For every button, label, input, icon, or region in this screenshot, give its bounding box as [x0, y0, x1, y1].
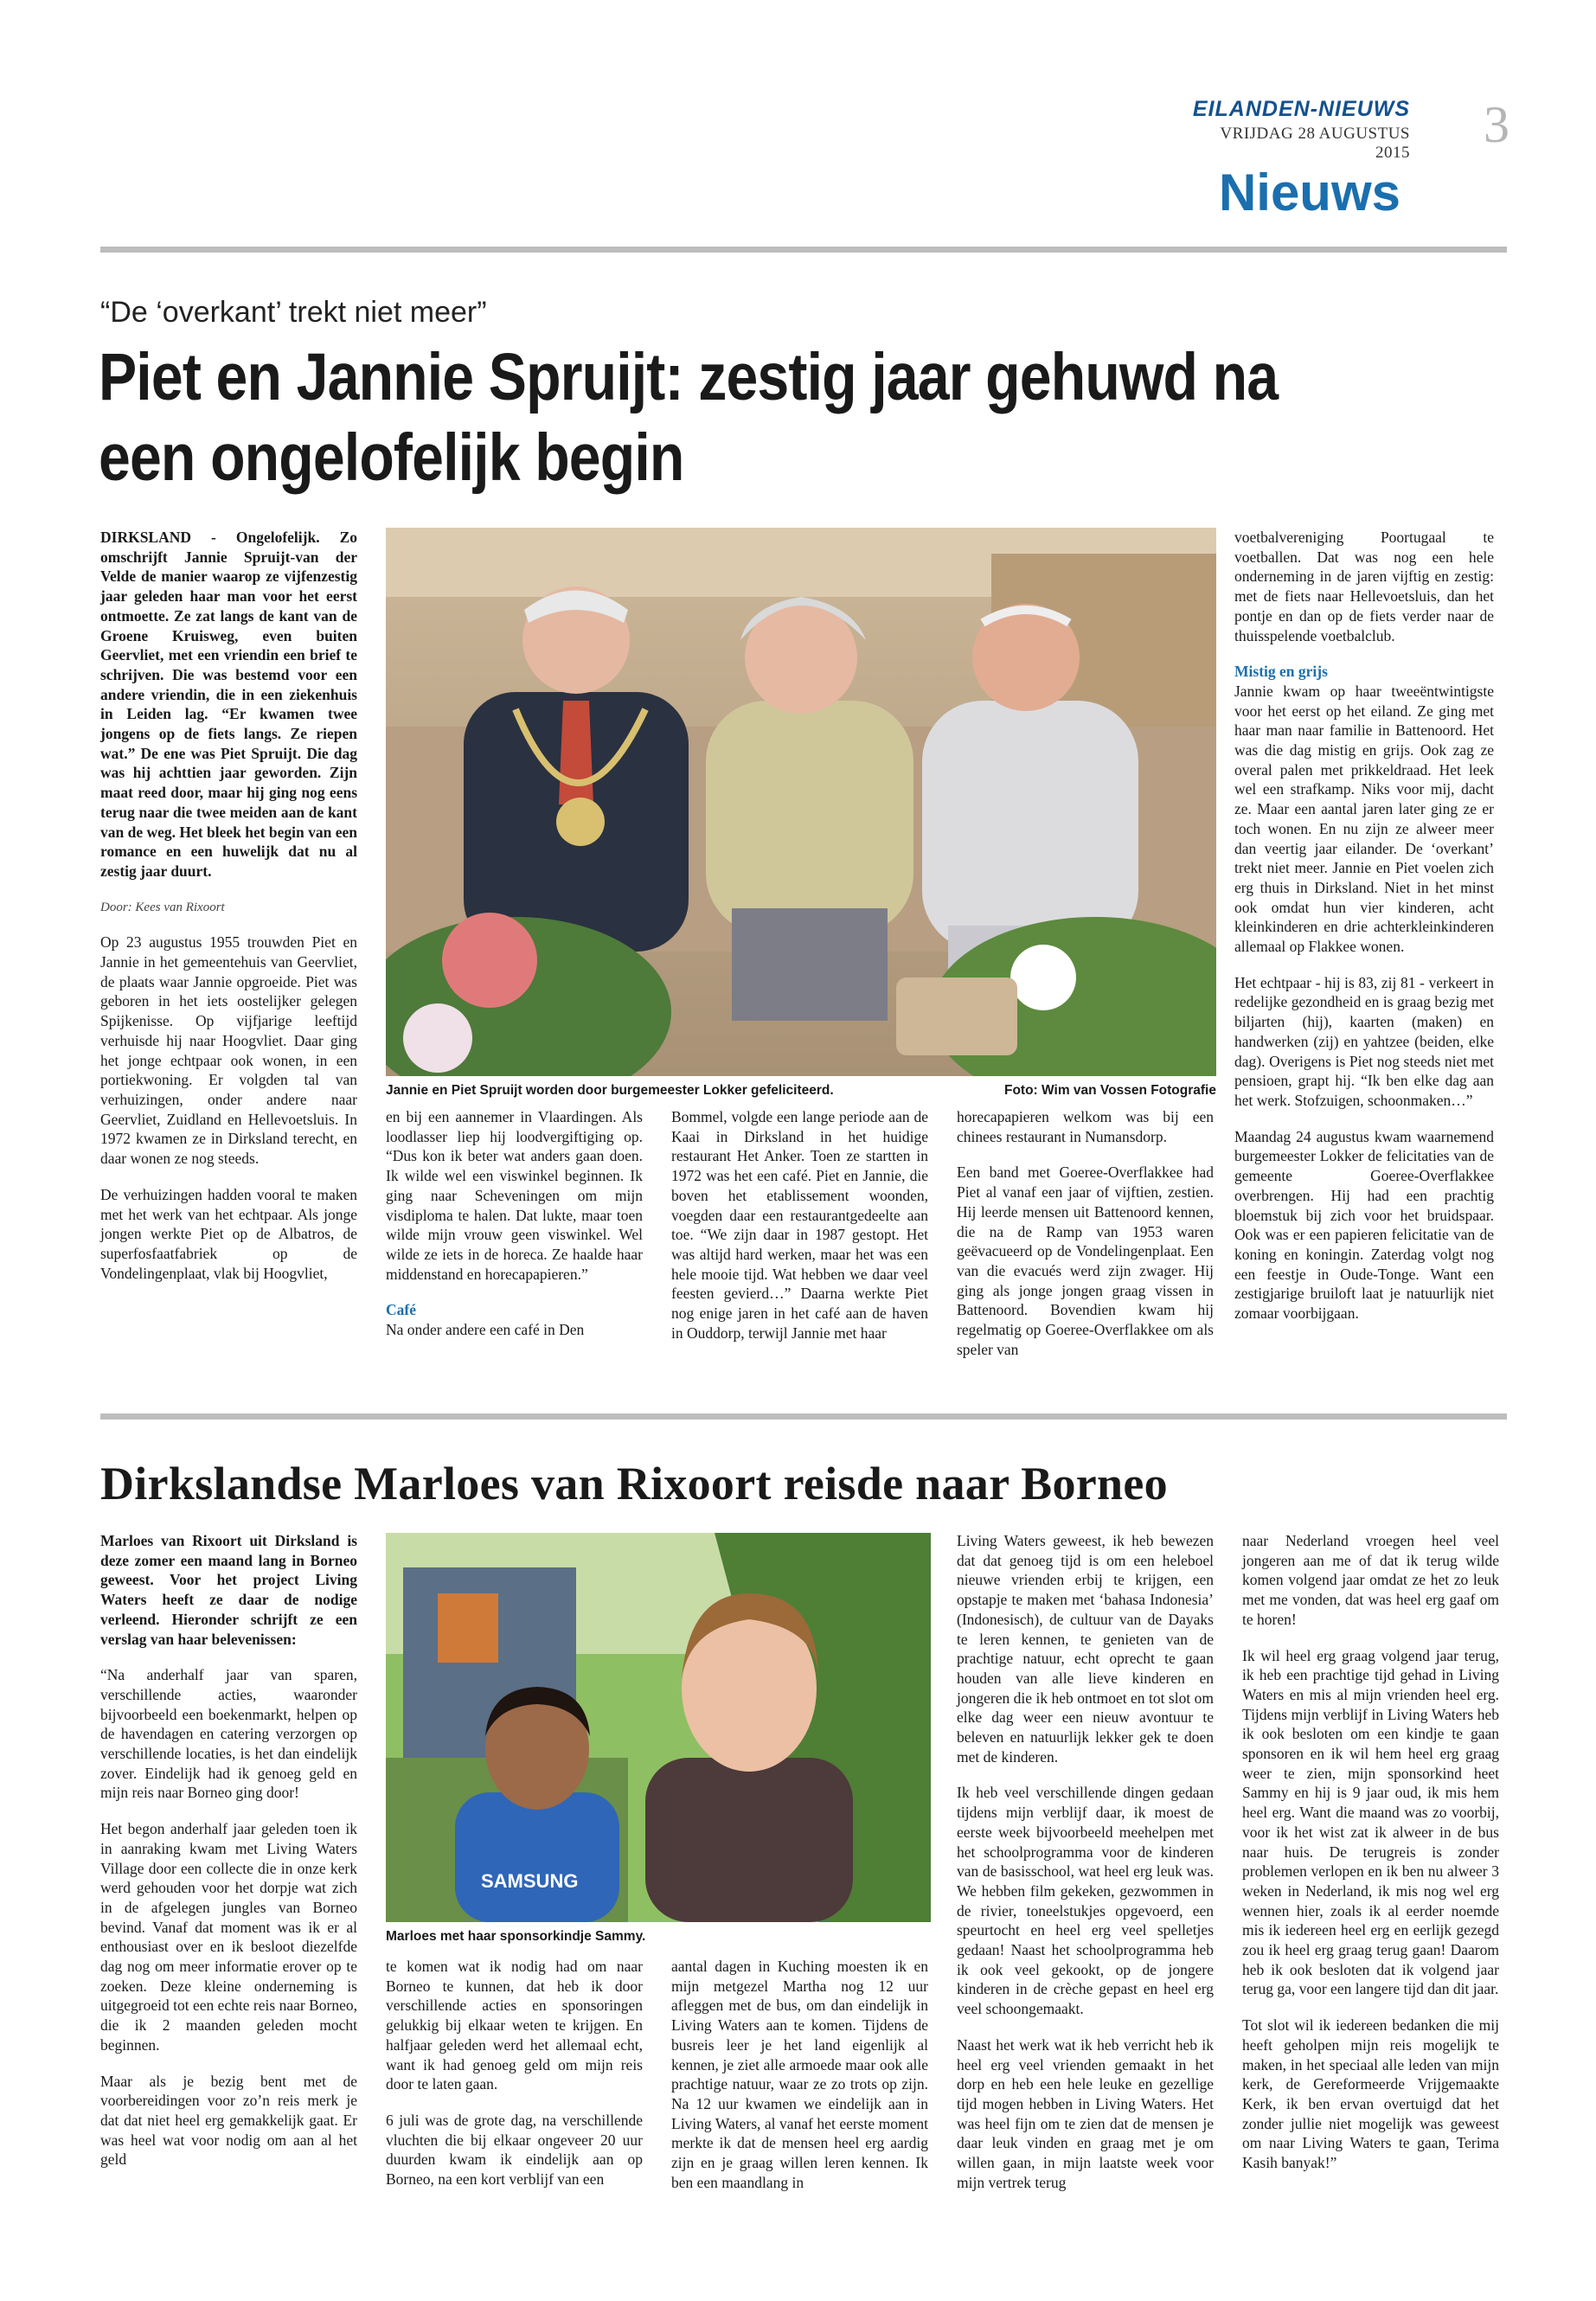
article2-photo	[386, 1533, 931, 1922]
article2-column-1	[100, 1531, 357, 2186]
article2-paragraph: Living Waters geweest, ik heb bewezen dat dat genoeg tijd is om een heleboel nieuwe vrienden erbij te krijgen, een opstapje te maken met ‘bahasa Indonesia’ (Indonesisch), de cultuur van de Dayaks te leren kennen, te genieten van de prachtige natuur, echt oprecht te gaan houden van alle lieve kinderen en jongeren die ik heb ontmoet en tot slot om elke dag weer een nieuw avontuur te beleven en natuurlijk lekker gek te doen met de kinderen.	[957, 1532, 1214, 1766]
article1-lead: DIRKSLAND - Ongelofelijk. Zo omschrijft Jannie Spruijt-van der Velde de manier waarop ze vijfenzestig jaar geleden haar man voor het eerst ontmoette. Ze zat langs de kant van de Groene Kruisweg, even buiten Geervliet, met een vriendin een brief te schrijven. Die was bestemd voor een andere vriendin, die in een ziekenhuis in Leiden lag. “Er kwamen twee jongens op de fiets langs. Ze riepen wat.” De ene was Piet Spruijt. Die dag was hij achttien jaar geworden. Zijn maat reed door, maar hij ging nog eens terug naar die twee meiden aan de kant van de weg. Het bleek het begin van een romance en een huwelijk dat nu al zestig jaar duurt.	[100, 529, 358, 880]
section-title: Nieuws	[1218, 163, 1401, 221]
newspaper-logo: EILANDEN-NIEUWS	[1192, 97, 1410, 121]
article2-paragraph: Maar als je bezig bent met de voorbereidingen voor zo’n reis merk je dat dat niet heel erg gemakkelijk gaat. Er was heel wat voor nodig om aan al het geld	[100, 2072, 357, 2169]
article1-subheading-cafe: Café	[386, 1301, 416, 1319]
couple-with-mayor-photo	[386, 528, 1216, 1076]
article1-headline-line1: Piet en Jannie Spruijt: zestig jaar gehuwd na	[99, 340, 1279, 414]
article1-headline-line2: een ongelofelijk begin	[99, 420, 684, 495]
article1-kicker: “De ‘overkant’ trekt niet meer”	[100, 296, 487, 329]
article2-paragraph: Naast het werk wat ik heb verricht heb ik heel erg veel vrienden gemaakt in het dorp en heb een hele leuke en gezellige tijd mogen hebben in Living Waters. Het was heel fijn om te zien dat de mensen je daar leuk vinden en graag met je om willen gaan, in mijn laatste week voor mijn vertrek terug	[957, 2035, 1214, 2191]
article1-paragraph: en bij een aannemer in Vlaardingen. Als loodlasser liep hij loodvergiftiging op. “Dus kon ik beter wat anders gaan doen. Ik wilde wel een viswinkel beginnen. Ik ging naar Scheveningen om mijn visdiploma te halen. Dat lukte, maar toen wilde mijn vrouw geen viswinkel. Wel wilde ze iets in de horeca. Ze haalde haar middenstand en horecapapieren.”	[386, 1108, 643, 1283]
article1-photo	[386, 528, 1216, 1076]
masthead	[1185, 97, 1410, 163]
article1-paragraph: Na onder andere een café in Den	[386, 1321, 585, 1339]
article1-paragraph: horecapapieren welkom was bij een chinees restaurant in Numansdorp.	[957, 1108, 1214, 1145]
article2-paragraph: te komen wat ik nodig had om naar Borneo te kunnen, dat heb ik door verschillende acties en sponsoringen gelukkig bij elkaar weten te krijgen. En halfjaar geleden werd het allemaal echt, want ik had genoeg geld om mijn reis door te laten gaan.	[386, 1958, 643, 2093]
article2-column-4	[957, 1531, 1214, 2209]
article-divider	[100, 1413, 1507, 1420]
article2-paragraph: 6 juli was de grote dag, na verschillende vluchten die bij elkaar ongeveer 20 uur duurden kwam ik eindelijk aan op Borneo, na een kort verblijf van een	[386, 2111, 643, 2189]
article2-column-2	[386, 1957, 643, 2206]
article1-column-4	[957, 1107, 1214, 1375]
article2-photo-caption: Marloes met haar sponsorkindje Sammy.	[386, 1929, 646, 1944]
article2-headline: Dirkslandse Marloes van Rixoort reisde naar Borneo	[100, 1458, 1168, 1509]
article1-column-5	[1234, 528, 1494, 1340]
article2-paragraph: Het begon anderhalf jaar geleden toen ik in aanraking kwam met Living Waters Village door een collecte die in onze kerk werd gehouden voor het dorpje wat zich in de afgelegen jungles van Borneo bevind. Vanaf dat moment was ik er al enthousiast over en ik besloot diezelfde dag nog om meer informatie erover op te zoeken. Deze kleine onderneming is uitgegroeid tot een echte reis naar Borneo, die ik 2 maanden geleden mocht beginnen.	[100, 1820, 357, 2054]
article2-paragraph: Ik heb veel verschillende dingen gedaan tijdens mijn verblijf daar, ik moest de eerste week bijvoorbeeld meehelpen met het schoolprogramma voor de kinderen van de basisschool, wat heel erg leuk was. We hebben film gekeken, gezwommen in de rivier, toneelstukjes opgevoerd, een speurtocht en heel erg veel spelletjes gedaan! Naast het schoolprogramma heb ik ook veel gekookt, op de jongere kinderen in de crèche gepast en heel erg veel schoongemaakt.	[957, 1784, 1214, 2018]
article1-paragraph: Jannie kwam op haar tweeëntwintigste voor het eerst op het eiland. Ze ging met haar man naar familie in Battenoord. Het was die dag mistig en grijs. Ook zag ze overal palen met prikkeldraad. Het leek wel een strafkamp. Niks voor mij, dacht ze. Maar een aantal jaren later ging ze er toch wonen. En nu zijn ze alweer meer dan veertig jaar eilander. De ‘overkant’ trekt niet meer. Jannie en Piet voelen zich erg thuis in Dirksland. Niet in het minst ook omdat hun vier kinderen, acht kleinkinderen en drie achterkleinkinderen allemaal op Flakkee wonen.	[1234, 682, 1494, 956]
article1-paragraph: Maandag 24 augustus kwam waarnemend burgemeester Lokker de felicitaties van de gemeente Goeree-Overflakkee overbrengen. Hij had een prachtig bloemstuk bij zich voor het bruidspaar. Ook was er een papieren felicitatie van de koning en koningin. Zaterdag volgt nog een feestje in Oude-Tonge. Want een zestigjarige bruiloft laat je natuurlijk niet zomaar voorbijgaan.	[1234, 1127, 1494, 1323]
article1-photo-caption: Jannie en Piet Spruijt worden door burgemeester Lokker gefeliciteerd.	[386, 1083, 834, 1098]
article2-paragraph: naar Nederland vroegen heel veel jongeren aan me of dat ik terug wilde komen volgend jaar omdat ze het zo leuk met me vonden, dat was heel erg gaaf om te horen!	[1242, 1532, 1499, 1628]
article2-paragraph: aantal dagen in Kuching moesten ik en mijn metgezel Martha nog 12 uur afleggen met de bus, om dan eindelijk in Living Waters aan te komen. Tijdens de busreis leer je het land eigenlijk al kennen, je ziet alle armoede maar ook alle prachtige natuur, waar ze zo trots op zijn. Na 12 uur kwamen we eindelijk aan in Living Waters, al vanaf het eerste moment merkte ik dat de mensen heel erg aardig zijn en je graag willen leren kennen. Ik ben een maandlang in	[671, 1958, 928, 2191]
article1-photo-credit: Foto: Wim van Vossen Fotografie	[1003, 1083, 1216, 1098]
article1-subheading-mistig: Mistig en grijs	[1234, 663, 1328, 681]
article1-headline	[99, 337, 1467, 498]
article1-column-1	[100, 528, 357, 1299]
article1-paragraph: Bommel, volgde een lange periode aan de Kaai in Dirksland in het huidige restaurant Het Anker. Toen ze startten in 1972 was het een café. Piet en Jannie, die boven het etablissement woonden, voegden daar een restaurantgedeelte aan toe. “We zijn daar in 1987 gestopt. Het was altijd hard werken, maar het was een hele mooie tijd. Wat hebben we daar veel feesten gevierd…” Daarna werkte Piet nog enige jaren in het café aan de haven in Ouddorp, terwijl Jannie met haar	[671, 1108, 928, 1342]
top-divider	[100, 247, 1507, 253]
article2-column-5	[1242, 1531, 1499, 2189]
shirt-text: SAMSUNG	[481, 1870, 579, 1892]
article1-column-2	[386, 1107, 643, 1356]
article1-paragraph: Een band met Goeree-Overflakkee had Piet al vanaf een jaar of vijftien, zestien. Hij leerde mensen uit Battenoord kennen, die na de Ramp van 1953 waren geëvacueerd op de Vondelingenplaat. Een van die evacués werd zijn zwager. Hij ging als jonge jongen graag vissen in Battenoord. Bovendien kwam hij regelmatig op Goeree-Overflakkee om als speler van	[957, 1163, 1214, 1358]
article1-paragraph: De verhuizingen hadden vooral te maken met het werk van het echtpaar. Als jonge jongen werkte Piet op de Albatros, de superfosfaatfabriek op de Vondelingenplaat, vlak bij Hoogvliet,	[100, 1185, 357, 1282]
article1-paragraph: Het echtpaar - hij is 83, zij 81 - verkeert in redelijke gezondheid en is graag bezig met biljarten (hij), kaarten (maken) en handwerken (zij) en yahtzee (beiden, elke dag). Overigens is Piet nog steeds niet met pensioen, grapt hij. “Ik ben elke dag aan het werk. Stofzuigen, schoonmaken…”	[1234, 973, 1494, 1109]
article1-paragraph: Op 23 augustus 1955 trouwden Piet en Jannie in het gemeentehuis van Geervliet, de plaats waar Jannie opgroeide. Piet was geboren in het iets oostelijker gelegen Spijkenisse. Op vijfjarige leeftijd verhuisde hij naar Hoogvliet. Daar ging het jonge echtpaar ook wonen, in een portiekwoning. Er volgden tal van verhuizingen, onder andere naar Geervliet, Zuidland en Hellevoetsluis. In 1972 kwamen ze in Dirksland terecht, en daar wonen ze nog steeds.	[100, 933, 357, 1168]
article2-paragraph: “Na anderhalf jaar van sparen, verschillende acties, waaronder bijvoorbeeld een boekenmarkt, helpen op de havendagen en catering verzorgen op verschillende locaties, is het dan eindelijk zover. Eindelijk had ik genoeg geld en mijn reis naar Borneo ging door!	[100, 1666, 357, 1802]
article2-column-3	[671, 1957, 928, 2208]
page-number: 3	[1484, 96, 1509, 153]
article1-byline: Door: Kees van Rixoort	[100, 900, 225, 914]
article2-paragraph: Ik wil heel erg graag volgend jaar terug, ik heb een prachtige tijd gehad in Living Waters en mis al mijn vrienden heel erg. Tijdens mijn verblijf in Living Waters heb ik ook besloten om een kindje te gaan sponsoren en ik wil hem heel erg graag weer te zien, mijn sponsorkind heet Sammy en hij is 9 jaar oud, ik mis hem heel erg. Want die maand was zo voorbij, voor ik het wist zat ik alweer in de bus naar huis. De terugreis is zonder problemen verlopen en ik ben nu alweer 3 weken in Nederland, ik mis nog wel erg wennen hier, zoals ik al eerder noemde mis ik iedereen heel erg en eerlijk gezegd zou ik heel erg graag terug gaan! Daarom heb ik ook besloten dat ik volgend jaar terug ga, voor een langere tijd dan dit jaar.	[1242, 1646, 1499, 1998]
article1-paragraph: voetbalvereniging Poortugaal te voetballen. Dat was nog een hele onderneming in de jaren vijftig en zestig: met de fiets naar Hellevoetsluis, dan het pontje en dan op de fiets verder naar de thuisspelende voetbalclub.	[1234, 529, 1494, 644]
marloes-and-sammy-photo	[386, 1533, 931, 1922]
issue-date: VRIJDAG 28 AUGUSTUS 2015	[1220, 125, 1410, 162]
article2-paragraph: Tot slot wil ik iedereen bedanken die mij heeft geholpen mijn reis mogelijk te maken, in het speciaal alle leden van mijn kerk, de Gereformeerde Vrijgemaakte Kerk, ik ben ervan overtuigd dat het zonder jullie niet mogelijk was geweest om naar Living Waters te gaan, Terima Kasih banyak!”	[1242, 2016, 1499, 2172]
article1-column-3	[671, 1107, 928, 1359]
article2-lead: Marloes van Rixoort uit Dirksland is deze zomer een maand lang in Borneo geweest. Voor het project Living Waters heeft ze daar de nodige verleend. Hieronder schrijft ze een verslag van haar belevenissen:	[100, 1532, 357, 1648]
